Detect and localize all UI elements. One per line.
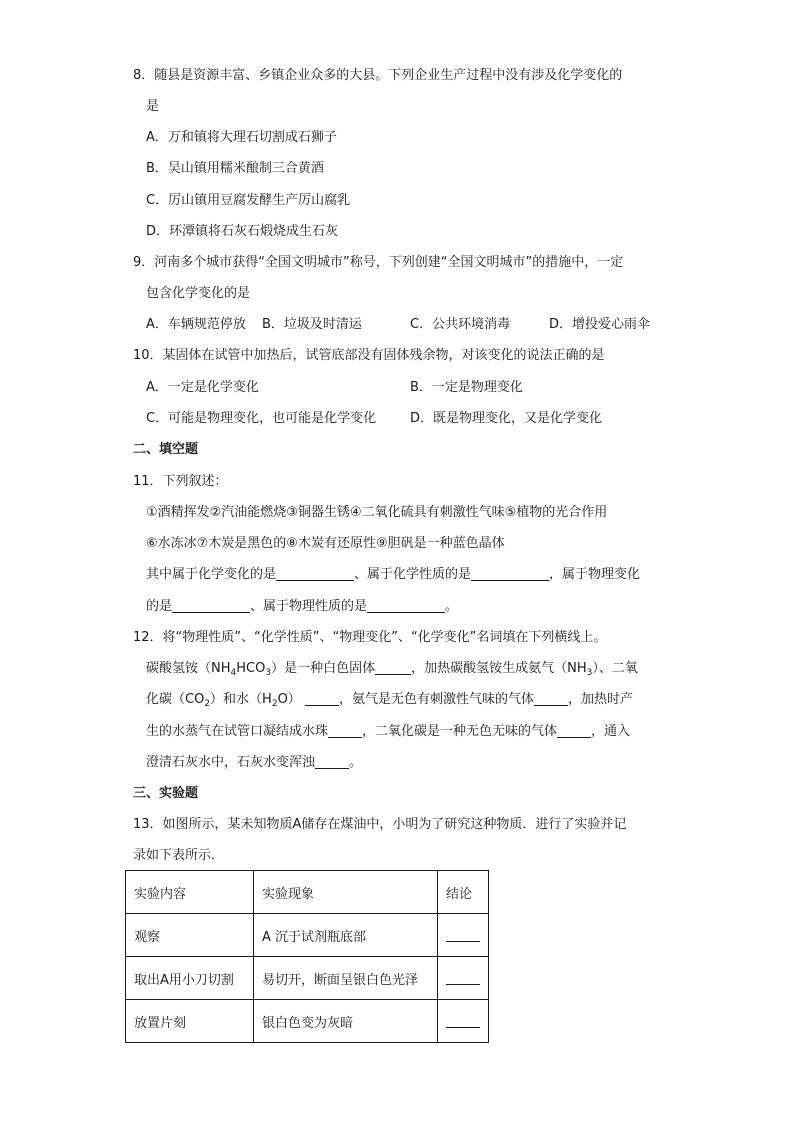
- table-cell: 取出A用小刀切割: [126, 957, 254, 1000]
- q8-option-c: C．厉山镇用豆腐发酵生产厉山腐乳: [146, 193, 351, 208]
- q10-option-b: B．一定是物理变化: [410, 380, 523, 395]
- q12-text-line1: 碳酸氢铵$(NH_4HCO_3)$是一种白色固体 ，加热碳酸氢铵生成氨气$(NH_3)$、二氧: [146, 661, 638, 678]
- table-cell: 银白色变为灰暗: [254, 1000, 438, 1043]
- q12-text-line4: 澄清石灰水中，石灰水变浑浊 。: [146, 755, 363, 770]
- q10-option-a: A．一定是化学变化: [146, 380, 259, 395]
- section-heading-experiment: 三、实验题: [133, 786, 199, 801]
- table-header-cell: 实验内容: [126, 871, 254, 914]
- q8-option-a: A．万和镇将大理石切割成石狮子: [146, 130, 337, 145]
- conclusion-cell: [438, 957, 489, 1000]
- q9-option-c: C．公共环境消毒: [410, 317, 511, 332]
- table-cell: 易切开，断面呈银白色光泽: [254, 957, 438, 1000]
- conclusion-cell: [438, 1000, 489, 1043]
- table-row: [126, 957, 489, 1000]
- answer-blank[interactable]: [315, 754, 349, 769]
- q9-stem-line2: 包含化学变化的是: [146, 286, 251, 301]
- q11-items-line2: ⑥水冻冰⑦木炭是黑色的⑧木炭有还原性⑨胆矾是一种蓝色晶体: [146, 536, 505, 551]
- q11-blank-line1: 其中属于化学变化的是 、属于化学性质的是 ，属于物理变化: [146, 567, 641, 582]
- table-row: [126, 914, 489, 957]
- table-cell: 观察: [126, 914, 254, 957]
- answer-blank[interactable]: [305, 691, 339, 706]
- q9-option-a: A．车辆规范停放: [146, 317, 246, 332]
- q8-stem-line2: 是: [146, 99, 160, 114]
- section-heading-fill-in: 二、填空题: [133, 442, 199, 457]
- answer-blank[interactable]: [328, 723, 362, 738]
- q13-stem-line2: 录如下表所示．: [133, 848, 225, 863]
- q9-option-d: D．增投爱心雨伞: [549, 317, 651, 332]
- answer-blank[interactable]: [375, 660, 411, 675]
- q10-option-c: C．可能是物理变化，也可能是化学变化: [146, 411, 377, 426]
- table-header-cell: 实验现象: [254, 871, 438, 914]
- q10-option-d: D．既是物理变化，又是化学变化: [410, 411, 603, 426]
- q9-option-b: B．垃圾及时清运: [262, 317, 362, 332]
- answer-blank[interactable]: [367, 598, 445, 613]
- q8-stem-line1: 8．随县是资源丰富、乡镇企业众多的大县。下列企业生产过程中没有涉及化学变化的: [133, 68, 623, 83]
- answer-blank[interactable]: [446, 927, 480, 942]
- q13-stem-line1: 13．如图所示，某未知物质A储存在煤油中，小明为了研究这种物质．进行了实验并记: [133, 817, 627, 832]
- q11-stem: 11．下列叙述：: [133, 474, 228, 489]
- experiment-table: [125, 870, 489, 1043]
- q12-text-line3: 生的水蒸气在试管口凝结成水珠 ，二氧化碳是一种无色无味的气体 ，通入: [146, 724, 631, 739]
- answer-blank[interactable]: [276, 566, 354, 581]
- q9-stem-line1: 9．河南多个城市获得“全国文明城市”称号，下列创建“全国文明城市”的措施中，一定: [133, 255, 624, 270]
- q8-option-b: B．吴山镇用糯米酿制三合黄酒: [146, 161, 324, 176]
- table-row: [126, 1000, 489, 1043]
- table-cell: A 沉于试剂瓶底部: [254, 914, 438, 957]
- answer-blank[interactable]: [534, 691, 568, 706]
- q12-stem: 12．将“物理性质”、“化学性质”、“物理变化”、“化学变化”名词填在下列横线上。: [133, 630, 607, 645]
- answer-blank[interactable]: [557, 723, 591, 738]
- answer-blank[interactable]: [172, 598, 250, 613]
- answer-blank[interactable]: [446, 970, 480, 985]
- q8-option-d: D．环潭镇将石灰石煅烧成生石灰: [146, 224, 339, 239]
- table-header-row: [126, 871, 489, 914]
- table-header-cell: 结论: [438, 871, 489, 914]
- q11-items-line1: ①酒精挥发②汽油能燃烧③铜器生锈④二氧化硫具有刺激性气味⑤植物的光合作用: [146, 505, 608, 520]
- table-cell: 放置片刻: [126, 1000, 254, 1043]
- q11-blank-line2: 的是 、属于物理性质的是 。: [146, 599, 459, 614]
- q10-stem: 10．某固体在试管中加热后，试管底部没有固体残余物，对该变化的说法正确的是: [133, 348, 605, 363]
- q12-text-line2: 化碳$(CO_2)$和水$(H_2O)$ ，氨气是无色有刺激性气味的气体 ，加热时产: [146, 692, 633, 709]
- answer-blank[interactable]: [471, 566, 549, 581]
- conclusion-cell: [438, 914, 489, 957]
- answer-blank[interactable]: [446, 1013, 480, 1028]
